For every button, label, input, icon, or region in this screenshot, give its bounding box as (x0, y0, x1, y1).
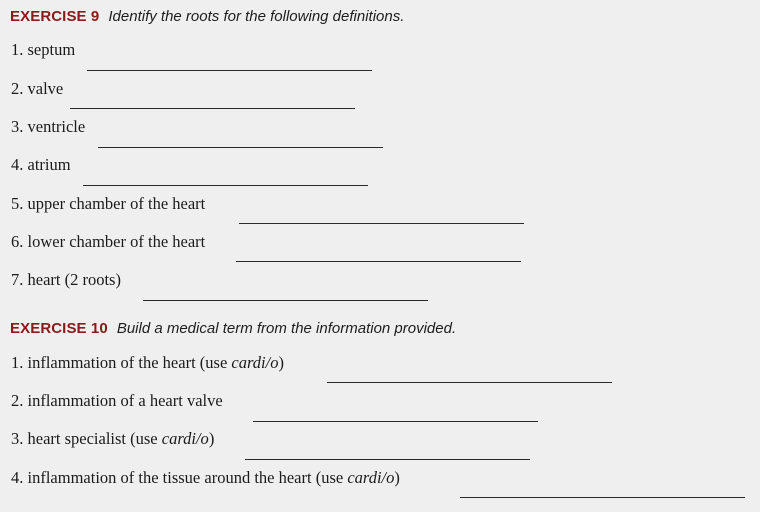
item-number: 3. (11, 117, 24, 136)
item-text-after: ) (278, 353, 284, 372)
item-number: 5. (11, 194, 24, 213)
ex9-answer-line-2[interactable] (70, 108, 355, 109)
item-number: 1. (11, 353, 24, 372)
ex9-answer-line-1[interactable] (87, 70, 372, 71)
item-number: 4. (11, 155, 24, 174)
exercise-10-instruction: Build a medical term from the information provided. (116, 320, 457, 337)
item-number: 7. (11, 270, 24, 289)
item-text-after: ) (394, 468, 400, 487)
exercise-9-instruction: Identify the roots for the following definitions. (108, 8, 405, 25)
ex10-answer-line-4[interactable] (460, 497, 745, 498)
item-text-italic: cardi/o (161, 429, 209, 448)
ex9-item-6 (11, 232, 205, 252)
exercise-9-heading (10, 8, 404, 26)
item-text: ventricle (27, 117, 86, 136)
ex9-item-7 (11, 270, 121, 290)
item-text: valve (27, 79, 64, 98)
ex10-item-4 (11, 468, 400, 488)
ex10-answer-line-2[interactable] (253, 421, 538, 422)
ex10-item-3 (11, 429, 214, 449)
ex10-item-2 (11, 391, 223, 411)
item-number: 3. (11, 429, 24, 448)
ex9-item-2 (11, 79, 63, 99)
item-text: septum (27, 40, 76, 59)
item-text-italic: cardi/o (347, 468, 395, 487)
item-text-after: ) (208, 429, 215, 448)
ex9-item-5 (11, 194, 205, 214)
ex9-item-1 (11, 40, 75, 60)
item-number: 4. (11, 468, 24, 487)
ex9-item-3 (11, 117, 85, 137)
item-text: lower chamber of the heart (27, 232, 206, 251)
item-number: 2. (11, 79, 24, 98)
item-text-before: heart specialist (use (27, 429, 162, 448)
ex9-answer-line-3[interactable] (98, 147, 383, 148)
ex9-answer-line-6[interactable] (236, 261, 521, 262)
ex10-answer-line-1[interactable] (327, 382, 612, 383)
item-number: 6. (11, 232, 24, 251)
ex10-item-1 (11, 353, 284, 373)
item-text-before: inflammation of the heart (use (27, 353, 232, 372)
item-number: 1. (11, 40, 24, 59)
item-text: atrium (27, 155, 71, 174)
ex10-answer-line-3[interactable] (245, 459, 530, 460)
ex9-answer-line-5[interactable] (239, 223, 524, 224)
exercise-10-heading (10, 320, 456, 338)
item-text: heart (2 roots) (27, 270, 121, 289)
item-text: inflammation of a heart valve (27, 391, 223, 410)
exercise-9-label: EXERCISE 9 (10, 8, 100, 25)
ex9-item-4 (11, 155, 71, 175)
exercise-10-label: EXERCISE 10 (10, 320, 108, 337)
item-number: 2. (11, 391, 24, 410)
item-text: upper chamber of the heart (27, 194, 206, 213)
item-text-italic: cardi/o (231, 353, 279, 372)
ex9-answer-line-7[interactable] (143, 300, 428, 301)
item-text-before: inflammation of the tissue around the heart (use (27, 468, 348, 487)
ex9-answer-line-4[interactable] (83, 185, 368, 186)
